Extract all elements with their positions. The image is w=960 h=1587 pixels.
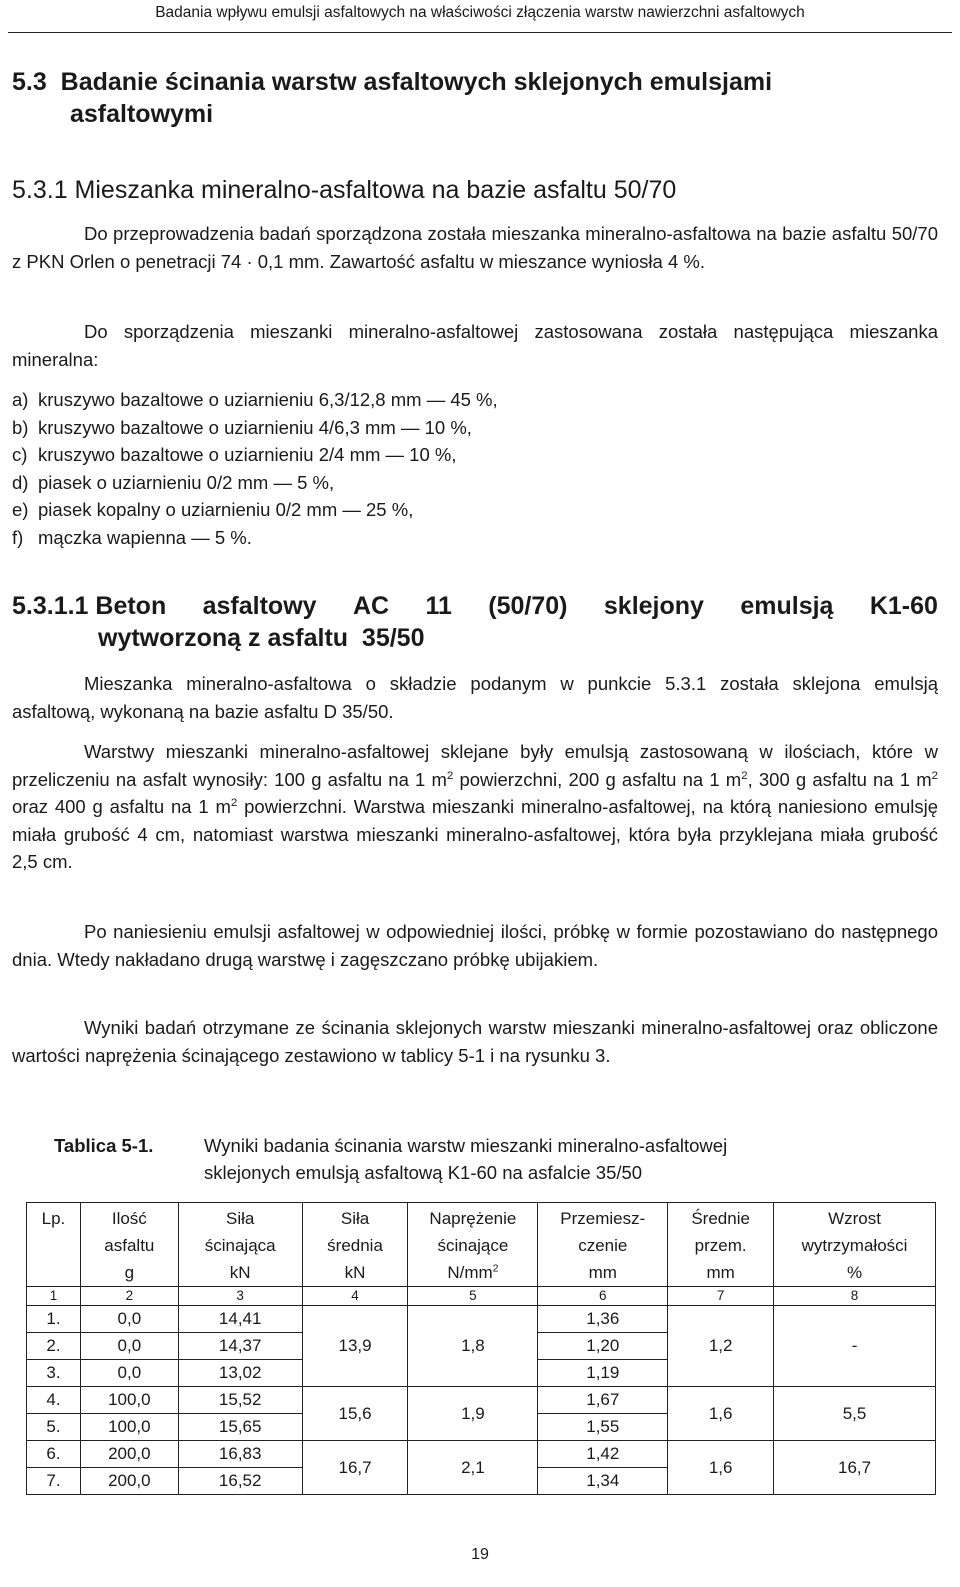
group-srednia: 13,9 <box>302 1306 408 1387</box>
list-item: d) piasek o uziarnieniu 0/2 mm — 5 %, <box>12 471 335 493</box>
paragraph-3: Mieszanka mineralno-asfaltowa o składzie podanym w punkcie 5.3.1 została sklejona emulsją asfaltową, wykonaną na bazie asfaltu D 35/50. <box>12 673 938 722</box>
col-header-srednie-przem: Średnie przem. mm <box>668 1203 774 1287</box>
paragraph-2: Do sporządzenia mieszanki mineralno-asfaltowej zastosowana została następująca mieszanka mineralna: <box>12 321 938 370</box>
table-row: 1. 0,0 14,41 13,9 1,8 1,36 1,2 - <box>27 1306 936 1333</box>
group-naprezenie: 2,1 <box>408 1441 538 1495</box>
list-item: c) kruszywo bazaltowe o uziarnieniu 2/4 mm — 10 %, <box>12 444 457 465</box>
col-header-naprezenie: Naprężenie ścinające $N/mm^2$ <box>408 1203 538 1287</box>
header-rule <box>8 32 952 33</box>
group-srednia: 15,6 <box>302 1387 408 1441</box>
table-caption-line1: Wyniki badania ścinania warstw mieszanki mineralno-asfaltowej <box>204 1135 728 1156</box>
table-row: 7. 200,0 16,52 1,34 <box>27 1468 936 1495</box>
group-naprezenie: 1,9 <box>408 1387 538 1441</box>
table-row: 4. 100,0 15,52 15,6 1,9 1,67 1,6 5,5 <box>27 1387 936 1414</box>
col-header-sila-srednia: Siła średnia kN <box>302 1203 408 1287</box>
col-header-lp: Lp. <box>27 1203 81 1287</box>
group-naprezenie: 1,8 <box>408 1306 538 1387</box>
group-sr-przem: 1,6 <box>668 1441 774 1495</box>
group-wzrost: 5,5 <box>774 1387 936 1441</box>
paragraph-6: Wyniki badań otrzymane ze ścinania sklejonych warstw mieszanki mineralno-asfaltowej oraz obliczone wartości naprężenia ścinającego zestawiono w tablicy 5-1 i na rysunku 3. <box>12 1017 938 1066</box>
group-wzrost: 16,7 <box>774 1441 936 1495</box>
col-header-ilosc: Ilość asfaltu g <box>80 1203 178 1287</box>
section-title-line2: asfaltowymi <box>70 100 214 128</box>
paragraph-1: Do przeprowadzenia badań sporządzona została mieszanka mineralno-asfaltowa na bazie asfaltu 50/70 z PKN Orlen o penetracji 74 · 0,1 mm. Zawartość asfaltu w mieszance wyniosła 4 %. <box>12 223 938 272</box>
table-caption <box>54 1132 727 1186</box>
paragraph-4: Warstwy mieszanki mineralno-asfaltowej sklejane były emulsją zastosowaną w ilościach, które w przeliczeniu na asfalt wynosiły: 100 g asfaltu na 1 $m^2$ powierzchni, 200 g asfaltu na 1 $m^2$, 300 g asfaltu na 1 $m^2$ oraz 400 g asfaltu na 1 $m^2$ powierzchni. Warstwa mieszanki mineralno-asfaltowej, na którą naniesiono emulsję miała grubość 4 cm, natomiast warstwa mieszanki mineralno-asfaltowej, która była przyklejana miała grubość 2,5 cm. <box>12 741 939 872</box>
group-srednia: 16,7 <box>302 1441 408 1495</box>
group-sr-przem: 1,2 <box>668 1306 774 1387</box>
subsubsection-heading <box>12 590 938 654</box>
col-header-wzrost: Wzrost wytrzymałości % <box>774 1203 936 1287</box>
group-sr-przem: 1,6 <box>668 1387 774 1441</box>
section-title-line1: 5.3 Badanie ścinania warstw asfaltowych sklejonych emulsjami <box>12 68 773 96</box>
paragraph-5: Po naniesieniu emulsji asfaltowej w odpowiedniej ilości, próbkę w formie pozostawiano do następnego dnia. Wtedy nakładano drugą warstwę i zagęszczano próbkę ubijakiem. <box>12 921 938 970</box>
table-row: 2. 0,0 14,37 1,20 <box>27 1333 936 1360</box>
group-wzrost: - <box>774 1306 936 1387</box>
col-header-sila: Siła ścinająca kN <box>178 1203 302 1287</box>
column-number-row: 1 2 3 4 5 6 7 8 <box>27 1287 936 1306</box>
table-row: 6. 200,0 16,83 16,7 2,1 1,42 1,6 16,7 <box>27 1441 936 1468</box>
aggregate-list <box>12 386 498 551</box>
section-heading <box>12 66 942 130</box>
table-label: Tablica 5-1. <box>54 1135 154 1156</box>
table-row: 5. 100,0 15,65 1,55 <box>27 1414 936 1441</box>
subsubsection-title-line1: 5.3.1.1 Beton asfaltowy AC 11 (50/70) sklejony emulsją K1-60 <box>12 592 938 620</box>
table-row: 3. 0,0 13,02 1,19 <box>27 1360 936 1387</box>
list-item: e) piasek kopalny o uziarnieniu 0/2 mm — 25 %, <box>12 499 414 520</box>
col-header-przemieszczenie: Przemiesz- czenie mm <box>538 1203 668 1287</box>
page-number: 19 <box>471 1546 489 1563</box>
subsubsection-title-line2: wytworzoną z asfaltu 35/50 <box>98 624 425 652</box>
table-header-row <box>27 1203 936 1287</box>
results-table <box>26 1202 936 1495</box>
subsection-heading: 5.3.1 Mieszanka mineralno-asfaltowa na bazie asfaltu 50/70 <box>12 176 677 204</box>
running-header: Badania wpływu emulsji asfaltowych na właściwości złączenia warstw nawierzchni asfaltowych <box>155 4 805 21</box>
table-caption-line2: sklejonych emulsją asfaltową K1-60 na asfalcie 35/50 <box>204 1162 643 1183</box>
list-item: a) kruszywo bazaltowe o uziarnieniu 6,3/12,8 mm — 45 %, <box>12 389 498 410</box>
list-item: b) kruszywo bazaltowe o uziarnieniu 4/6,3 mm — 10 %, <box>12 416 472 438</box>
list-item: f) mączka wapienna — 5 %. <box>12 526 252 548</box>
